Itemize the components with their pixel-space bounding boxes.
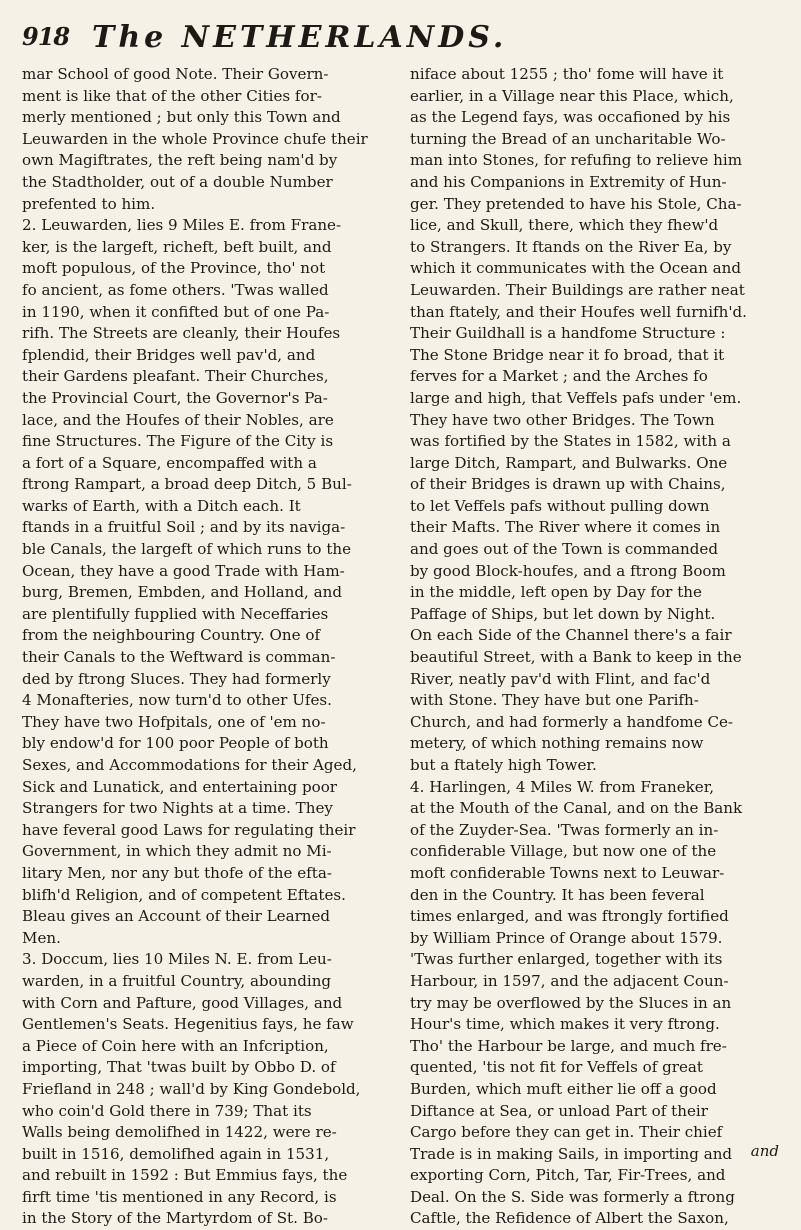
right-column bbox=[410, 64, 780, 1228]
left-column-text: mar School of good Note. Their Govern- ment is like that of the other Cities for- merly mentioned ; but only this Town and Leuwarden in the whole Province chufe their own Magiftrates, the reft being nam'd by the Stadtholder, out of a double Number prefented to him. 2. Leuwarden, lies 9 Miles E. from Frane- ker, is the largeft, richeft, beft built, and moft populous, of the Province, tho' not fo ancient, as fome others. 'Twas walled in 1190, when it confifted but of one Pa- rifh. The Streets are cleanly, their Houfes fplendid, their Bridges well pav'd, and their Gardens pleafant. Their Churches, the Provincial Court, the Governor's Pa- lace, and the Houfes of their Nobles, are fine Structures. The Figure of the City is a fort of a Square, encompaffed with a ftrong Rampart, a broad deep Ditch, 5 Bul- warks of Earth, with a Ditch each. It ftands in a fruitful Soil ; and by its naviga- ble Canals, the largeft of which runs to the Ocean, they have a good Trade with Ham- burg, Bremen, Embden, and Holland, and are plentifully fupplied with Neceffaries from the neighbouring Country. One of their Canals to the Weftward is comman- ded by ftrong Sluces. They had formerly 4 Monafteries, now turn'd to other Ufes. They have two Hofpitals, one of 'em no- bly endow'd for 100 poor People of both Sexes, and Accommodations for their Aged, Sick and Lunatick, and entertaining poor Strangers for two Nights at a time. They have feveral good Laws for regulating their Government, in which they admit no Mi- litary Men, nor any but thofe of the efta- blifh'd Religion, and of competent Eftates. Bleau gives an Account of their Learned Men. 3. Doccum, lies 10 Miles N. E. from Leu- warden, in a fruitful Country, abounding with Corn and Pafture, good Villages, and Gentlemen's Seats. Hegenitius fays, he faw a Piece of Coin here with an Infcription, importing, That 'twas built by Obbo D. of Friefland in 248 ; wall'd by King Gondebold, who coin'd Gold there in 739; That its Walls being demolifhed in 1422, were re- built in 1516, demolifhed again in 1531, and rebuilt in 1592 : But Emmius fays, the firft time 'tis mentioned in any Record, is in the Story of the Martyrdom of St. Bo- bbox=[22, 65, 368, 1228]
page-header bbox=[0, 0, 801, 64]
running-title: The NETHERLANDS. bbox=[92, 20, 508, 55]
left-column bbox=[22, 64, 386, 1228]
page-number: 918 bbox=[22, 22, 70, 51]
catchword: and bbox=[750, 1142, 779, 1160]
right-column-text: niface about 1255 ; tho' fome will have it earlier, in a Village near this Place, which, as the Legend fays, was occafioned by his turning the Bread of an uncharitable Wo- man into Stones, for refufing to relieve him and his Companions in Extremity of Hun- ger. They pretended to have his Stole, Cha- lice, and Skull, there, which they fhew'd to Strangers. It ftands on the River Ea, by which it communicates with the Ocean and Leuwarden. Their Buildings are rather neat than ftately, and their Houfes well furnifh'd. Their Guildhall is a handfome Structure : The Stone Bridge near it fo broad, that it ferves for a Market ; and the Arches fo large and high, that Veffels pafs under 'em. They have two other Bridges. The Town was fortified by the States in 1582, with a large Ditch, Rampart, and Bulwarks. One of their Bridges is drawn up with Chains, to let Veffels pafs without pulling down their Mafts. The River where it comes in and goes out of the Town is commanded by good Block-houfes, and a ftrong Boom in the middle, left open by Day for the Paffage of Ships, but let down by Night. On each Side of the Channel there's a fair beautiful Street, with a Bank to keep in the River, neatly pav'd with Flint, and fac'd with Stone. They have but one Parifh- Church, and had formerly a handfome Ce- metery, of which nothing remains now but a ftately high Tower. 4. Harlingen, 4 Miles W. from Franeker, at the Mouth of the Canal, and on the Bank of the Zuyder-Sea. 'Twas formerly an in- confiderable Village, but now one of the moft confiderable Towns next to Leuwar- den in the Country. It has been feveral times enlarged, and was ftrongly fortified by William Prince of Orange about 1579. 'Twas further enlarged, together with its Harbour, in 1597, and the adjacent Coun- try may be overflowed by the Sluces in an Hour's time, which makes it very ftrong. Tho' the Harbour be large, and much fre- quented, 'tis not fit for Veffels of great Burden, which muft either lie off a good Diftance at Sea, or unload Part of their Cargo before they can get in. Their chief Trade is in making Sails, in importing and exporting Corn, Pitch, Tar, Fir-Trees, and Deal. On the S. Side was formerly a ftrong Caftle, the Refidence of Albert the Saxon, bbox=[410, 65, 747, 1228]
